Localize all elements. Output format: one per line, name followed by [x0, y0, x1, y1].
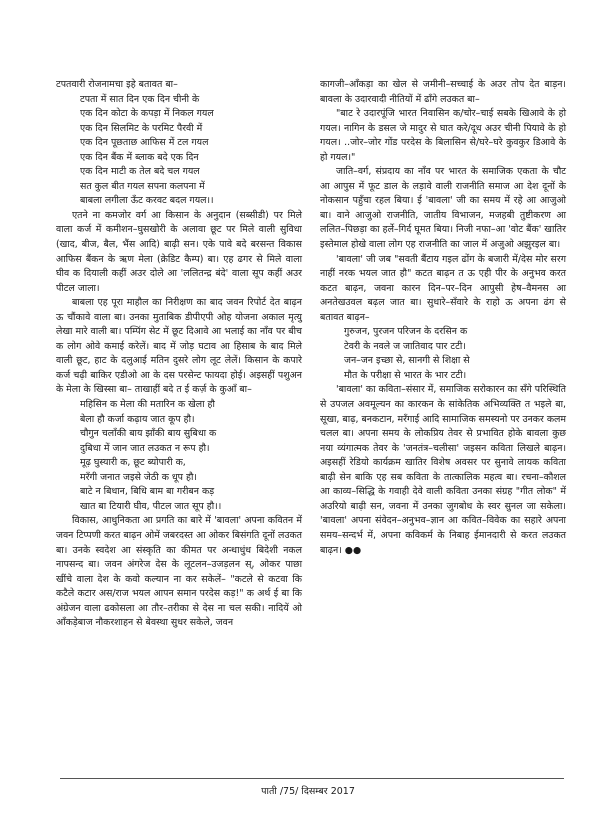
page-footer: पाती /75/ दिसम्बर 2017	[261, 786, 355, 797]
paragraph: जाति–वर्ग, संप्रदाय का नाँव पर भारत के समाजिक एकता के चौट आ आपुस में फूट डाल के लड़ावे वाली राजनीति समाज आ देश दूनों के नोकसान पहुँचा रहल बिया। ई 'बावला' जी का समय में रहे आ आजुओ बा। वाने आजुओ राजनीति, जातीय विभाजन, मजहबी तुष्टीकरण आ ललित–पिछड़ा का हर्ले–गिर्द घूमत बिया। निजी नफा–आ 'वोट बैंक' खातिर इस्तेमाल होखे वाला लोग एह राजनीति का जाल में अजुओ अझुरइल बा।	[320, 166, 566, 251]
verse-line: जन–जन इच्छा से, सानगी से शिक्षा से	[344, 355, 470, 367]
paragraph: 'बावला' का कविता–संसार में, समाजिक सरोकारन का सँगे परिस्थिति से उपजल अवमूल्यन का कारकन के सांकेतिक अभिव्यक्ति त भइले बा, सूखा, बाढ़, बनकटान, मरँगाई आदि सामाजिक समस्यनो पर उनकर कलम चलल बा। अपना समय के लोकप्रिय तेवर से प्रभावित होके बावला कुछ नया व्यंगात्मक तेवर के 'जनतंत्र–चलीसा' जइसन कविता लिखले बाढ़न। अइसहीं रेडियो कार्यक्रम खातिर विशेष अवसर पर सुनावे लायक कविता बाढ़ी सेन बाकि एह सब कविता के तात्कालिक महत्व बा। रचना–कौशल आ काव्य–सिद्धि के गवाही देवे वाली कविता उनका संग्रह "गीत लोक" में अउरियो बाढ़ी सन, जवना में उनका जुगबोध के स्वर सुनल जा सकेला। 'बावला' अपना संवेदन–अनुभव–ज्ञान आ कवित–विवेक का सहारे अपना समय–सन्दर्भ में, अपना कविकर्म के निबाह ईमानदारी से करत लउकत बाढ़न। ●●	[320, 384, 566, 556]
verse-line: टेवरी के नवले ज जातिवाद पार टटी।	[344, 340, 466, 352]
left-column	[56, 78, 302, 631]
verse-line: महिसिन क मेला की मतारिन क खेला हौ	[80, 399, 215, 411]
verse-line: एक दिन पूछताछ आफिस में टल गयल	[80, 137, 209, 149]
verse-line: एक दिन सिलमिट के परमिट पैरवी में	[80, 122, 203, 134]
verse-line: बेला हौ कर्जा कढ़ाय जात कूप हौ।	[80, 413, 195, 425]
paragraph: एतने ना कमजोर वर्ग आ किसान के अनुदान (सब्सीडी) पर मिले वाला कर्ज में कमीशन–घुसखोरी के अलावा छूट पर मिले वाली सुविधा (खाद, बीज, बैल, भैंस आदि) बाढ़ी सन। एके पावे बदे बरसन्त विकास आफिस बैंकन के ऋण मेला (क्रेडिट कैम्प) बा। एह ढगर से मिले वाला घीव क दियाली कहीं अउर दोले आ 'ललितन्द्र बंदे' वाला सूप कहीं अउर पीटल जाला।	[56, 209, 302, 294]
paragraph: 'बावला' जी जब "सवती बैंटाय गइल ढोंग के बजारी में/देस मोर सरग नाहीं नरक भयल जात हौ" कटत बाढ़न त ऊ एही पीर के अनुभव करत कटत बाढ़न, जवना कारन दिन–पर–दिन आपुसी हेष–वैमनस आ अनतेखउवल बढ़ल जात बा। सुधारे–सँवारे के राहो ऊ अपना ढंग से बतावत बाढ़न–	[320, 253, 566, 323]
verse-line: बाटे न बिधान, बिधि बाम बा गरीबन कड़	[80, 486, 215, 498]
verse-line: एक दिन कोटा के कपड़ा में निकल गयल	[80, 108, 214, 120]
right-column	[320, 78, 566, 558]
paragraph: विकास, आधुनिकता आ प्रगति का बारे में 'बावला' अपना कवितन में जवन टिप्पणी करत बाढ़न ओमें जबरदस्त आ ओकर बिसंगति दूनों लउकत बा। उनके स्वदेश आ संस्कृति का कीमत पर अन्धाधुंध बिदेशी नकल नापसन्द बा। जवन अंगरेज देस के लूटलन–उजड़लन स्, ओकर पाछा खींचे वाला देश के कवो कल्यान ना कर सकेलें– "कटले से कटवा कि कटैले कटार अस/राज भयल आपन समान परदेस कड़!" क अर्थ ई बा कि अंग्रेजन वाला ढकोसला आ तौर–तरीका से देस ना चल सकी। नादियें ओ आँकड़ेबाज नौकरशाहन से बेवस्था सुधर सकेले, जवन	[56, 515, 302, 629]
verse-line: सत कुल बीत गयल सपना कलपना में	[80, 180, 205, 192]
paragraph: टपतवारी रोजनामचा इहे बतावत बा–	[56, 79, 178, 90]
footer-divider	[60, 778, 564, 779]
verse-line: दुबिधा में जान जात लउकत न रूप हौ।	[80, 442, 210, 454]
verse-line: खात बा टियारी घीव, पीटल जात सूप हौ।।	[80, 500, 222, 512]
verse-line: मौत के परीक्षा से भारत के भार टटी।	[344, 369, 467, 381]
verse-line: टपता में सात दिन एक दिन चीनी के	[80, 93, 200, 105]
verse-line: गुरुजन, पुरजन परिजन के दरसिन क	[344, 326, 468, 338]
verse-line: मूढ़ घुस्यारी क, छूट ब्योपारी क,	[80, 457, 186, 469]
paragraph: बाबला एह पूरा माहौल का निरीक्षण का बाद जवन रिपोर्ट देत बाढ़न ऊ चौंकावे वाला बा। उनका मुताबिक डीपीएपी ओह योजना अकाल मृत्यु लेखा मारे वाली बा। पम्पिंग सेट में छूट दिआवे आ भलाई का नाँव पर बीच क लोग ओवे कमाई करेलें। बाद में जोड़ घटाव आ हिसाब के बाद मिले वाली छूट, हाट के दलुआई मतिन दुसरे लोग लूट लेलें। किसान के कपारे कर्ज चढ़ी बाकिर एडीओ आ के दस परसेन्ट फायदा होई। अइसहीं पशुअन के मेला के खिस्सा बा– ताखाहीं बदे त ई कर्ज़ के कुआँ बा–	[56, 297, 302, 396]
paragraph: कागजी–आँकड़ा का खेल से जमीनी–सच्चाई के अउर तोप देत बाड़न। बावला के उदारवादी नीतियों में ढाँगे लउकत बा–	[320, 79, 566, 105]
verse-line: बाबला लगीला ऊँट करवट बदल गयल।।	[80, 195, 214, 207]
verse-line: मरँगी जनात जइसे जेठी क धूप हौ।	[80, 471, 197, 483]
verse-line: एक दिन बैंक में ब्लाक बदे एक दिन	[80, 151, 199, 163]
paragraph: "बाट रे उदारपूंजि भारत निवासिन क/चोर–चाई सबके खिआवे के हो गयल। नागिन के डसल जे मादुर से घात करे/दूध अउर चीनी पियावे के हो गयल। ..जोर–जोर गोंड परदेस के बिलासिन से/घरे–घरे कुवकुर डिआवे के हो गयल।"	[320, 108, 566, 163]
verse-line: एक दिन माटी क तेल बदे चल गयल	[80, 166, 200, 178]
verse-line: चौगुन चलाँकी बाय झाँकी बाय सुबिधा क	[80, 428, 217, 440]
